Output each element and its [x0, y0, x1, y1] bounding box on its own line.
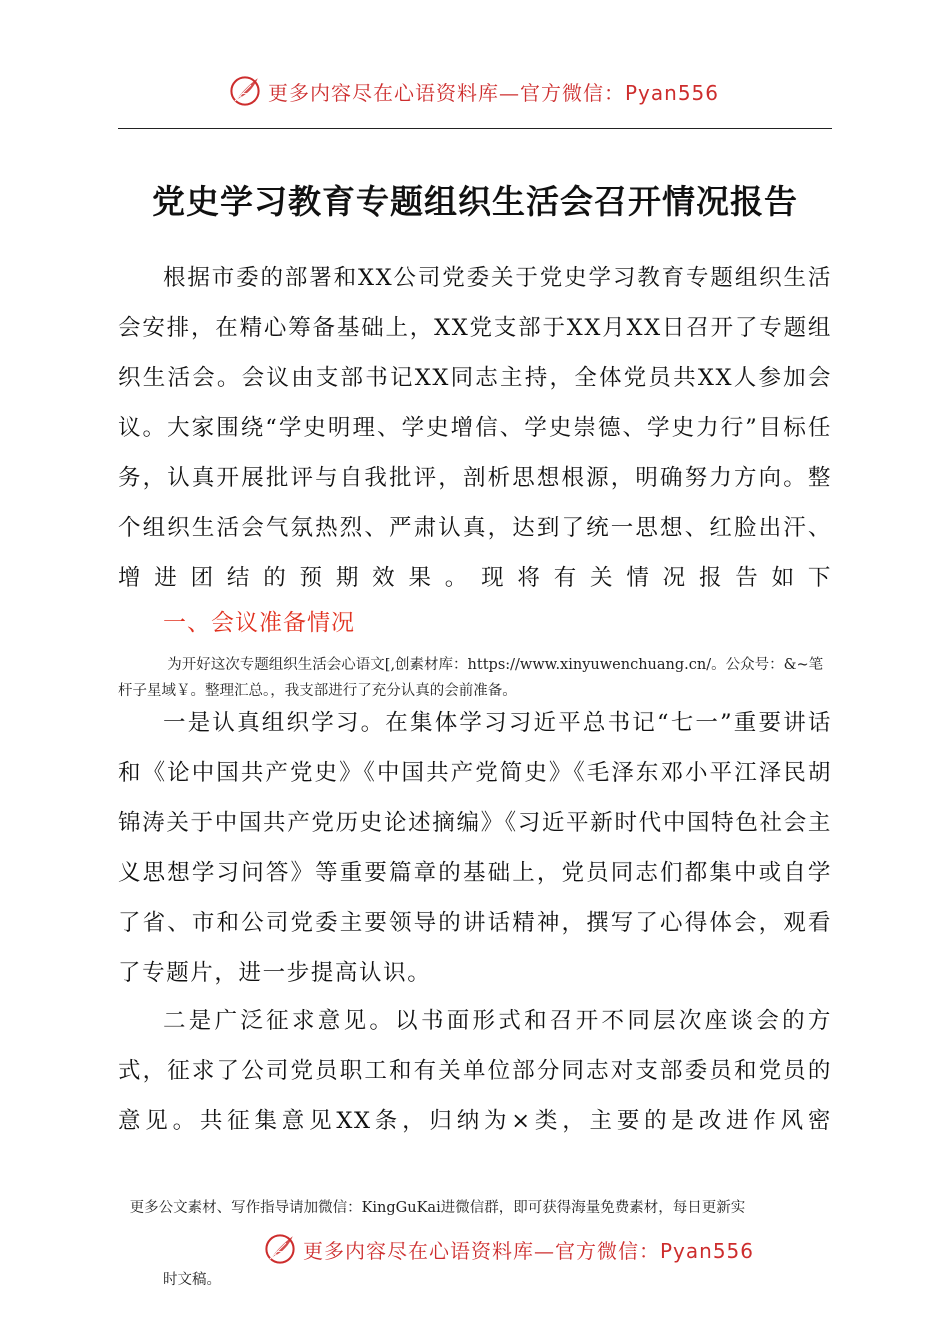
header-watermark	[228, 74, 719, 108]
footer-watermark-id: Pyan556	[660, 1238, 755, 1263]
intro-paragraph: 根据市委的部署和XX公司党委关于党史学习教育专题组织生活会安排，在精心筹备基础上，XX党支部于XX月XX日召开了专题组织生活会。会议由支部书记XX同志主持，全体党员共XX人参加会议。大家围绕“学史明理、学史增信、学史崇德、学史力行”目标任务，认真开展批评与自我批评，剖析思想根源，明确努力方向。整个组织生活会气氛热烈、严肃认真，达到了统一思想、红脸出汗、增进团结的预期效果。现将有关情况报告如下	[118, 265, 832, 591]
footer-note: 更多公文素材、写作指导请加微信：KingGuKai进微信群，即可获得海量免费素材，每日更新实	[129, 1200, 746, 1216]
section-note: 为开好这次专题组织生活会心语文[,创素材库：https://www.xinyuwenchuang.cn/。公众号：&~笔杆子星域￥。整理汇总。，我支部进行了充分认真的会前准备。	[118, 657, 824, 699]
feather-pen-logo-icon	[263, 1232, 297, 1266]
header-watermark-id: Pyan556	[625, 80, 720, 105]
header-watermark-text: 更多内容尽在心语资料库—官方微信：Pyan556	[268, 80, 720, 105]
footer-watermark-text: 更多内容尽在心语资料库—官方微信：Pyan556	[303, 1238, 755, 1263]
paragraph-opinions: 二是广泛征求意见。以书面形式和召开不同层次座谈会的方式，征求了公司党员职工和有关单位部分同志对支部委员和党员的意见。共征集意见XX条，归纳为×类，主要的是改进作风密	[118, 1008, 832, 1134]
footer-tail: 时文稿。	[163, 1272, 221, 1288]
footer-watermark	[263, 1232, 754, 1266]
paragraph-study: 一是认真组织学习。在集体学习习近平总书记“七一”重要讲话和《论中国共产党史》《中国共产党简史》《毛泽东邓小平江泽民胡锦涛关于中国共产党历史论述摘编》《习近平新时代中国特色社会主义思想学习问答》等重要篇章的基础上，党员同志们都集中或自学了省、市和公司党委主要领导的讲话精神，撰写了心得体会，观看了专题片，进一步提高认识。	[118, 710, 832, 986]
section-heading-preparation: 一、会议准备情况	[163, 610, 355, 636]
feather-pen-logo-icon	[228, 74, 262, 108]
header-rule	[118, 128, 832, 129]
document-title: 党史学习教育专题组织生活会召开情况报告	[152, 182, 798, 221]
